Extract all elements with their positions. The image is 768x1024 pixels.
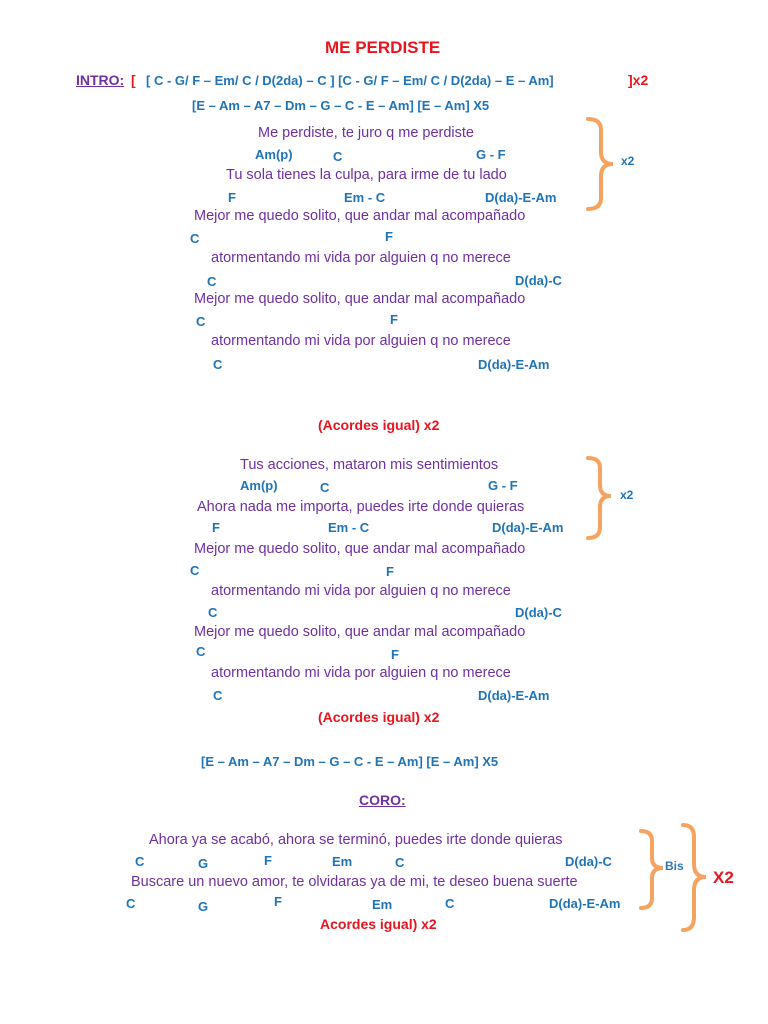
coro-chord: G [198, 899, 209, 914]
coro-bis-bracket [638, 828, 678, 918]
verse1-chord: Em - C [344, 190, 386, 205]
verse1-chord: Am(p) [255, 147, 293, 162]
verse1-chord: C [196, 314, 206, 329]
coro-chord: F [274, 894, 282, 909]
verse2-bracket [585, 455, 625, 545]
coro-chord: D(da)-C [565, 854, 612, 869]
verse2-chord: G - F [488, 478, 518, 493]
intro-bracket-close: ]x2 [628, 72, 649, 88]
verse2-chord: F [391, 647, 399, 662]
interlude-chords: [E – Am – A7 – Dm – G – C - E – Am] [E – Am] X5 [201, 754, 499, 769]
coro-label: CORO: [359, 792, 406, 808]
coro-chord: Em [372, 897, 393, 912]
intro-label: INTRO: [76, 72, 125, 88]
intro-chords: [ C - G/ F – Em/ C / D(2da) – C ] [C - G/ F – Em/ C / D(2da) – E – Am] [146, 73, 554, 88]
verse2-lyric-4: atormentando mi vida por alguien q no merece [211, 583, 511, 599]
verse2-chord: C [320, 480, 330, 495]
verse1-lyric-3: Mejor me quedo solito, que andar mal acompañado [194, 208, 526, 224]
verse1-chord: C [213, 357, 223, 372]
verse2-chord: C [196, 644, 206, 659]
verse1-lyric-6: atormentando mi vida por alguien q no merece [211, 333, 511, 349]
coro-x2-bracket [680, 822, 720, 962]
verse1-chord: C [207, 274, 217, 289]
verse2-chord: D(da)-E-Am [492, 520, 564, 535]
coro-chord: F [264, 853, 272, 868]
verse1-lyric-5: Mejor me quedo solito, que andar mal acompañado [194, 291, 526, 307]
coro-acordes-igual: Acordes igual) x2 [320, 916, 437, 932]
intro-chords-line2: [E – Am – A7 – Dm – G – C - E – Am] [E – Am] X5 [192, 98, 490, 113]
verse1-chord: D(da)-E-Am [478, 357, 550, 372]
coro-chord: C [445, 896, 455, 911]
verse1-chord: D(da)-E-Am [485, 190, 557, 205]
verse2-chord: F [386, 564, 394, 579]
coro-lyric-1: Ahora ya se acabó, ahora se terminó, puedes irte donde quieras [149, 832, 563, 848]
verse2-repeat: x2 [620, 488, 634, 502]
coro-chord: C [395, 855, 405, 870]
coro-lyric-2: Buscare un nuevo amor, te olvidaras ya de mi, te deseo buena suerte [131, 874, 578, 890]
verse1-chord: C [333, 149, 343, 164]
verse2-chord: D(da)-E-Am [478, 688, 550, 703]
acordes-igual-2: (Acordes igual) x2 [318, 709, 440, 725]
acordes-igual-1: (Acordes igual) x2 [318, 417, 440, 433]
coro-chord: G [198, 856, 209, 871]
verse1-repeat: x2 [621, 154, 635, 168]
verse1-chord: C [190, 231, 200, 246]
coro-chord: D(da)-E-Am [549, 896, 621, 911]
verse2-chord: Am(p) [240, 478, 278, 493]
coro-chord: C [135, 854, 145, 869]
verse1-chord: D(da)-C [515, 273, 562, 288]
intro-bracket-open: [ [131, 72, 136, 88]
verse1-chord: F [228, 190, 236, 205]
verse2-chord: D(da)-C [515, 605, 562, 620]
verse2-lyric-3: Mejor me quedo solito, que andar mal acompañado [194, 541, 526, 557]
coro-bis: Bis [665, 859, 684, 873]
verse2-chord: Em - C [328, 520, 370, 535]
coro-chord: C [126, 896, 136, 911]
verse1-lyric-1: Me perdiste, te juro q me perdiste [258, 125, 474, 141]
verse1-lyric-2: Tu sola tienes la culpa, para irme de tu lado [226, 167, 507, 183]
verse1-lyric-4: atormentando mi vida por alguien q no merece [211, 250, 511, 266]
coro-chord: Em [332, 854, 353, 869]
verse1-chord: F [390, 312, 398, 327]
verse1-chord: F [385, 229, 393, 244]
verse2-lyric-1: Tus acciones, mataron mis sentimientos [240, 457, 499, 473]
verse1-bracket [585, 116, 625, 216]
coro-x2: X2 [713, 868, 734, 887]
verse1-chord: G - F [476, 147, 506, 162]
verse2-lyric-6: atormentando mi vida por alguien q no merece [211, 665, 511, 681]
verse2-chord: F [212, 520, 220, 535]
verse2-chord: C [213, 688, 223, 703]
verse2-lyric-2: Ahora nada me importa, puedes irte donde quieras [197, 499, 525, 515]
verse2-lyric-5: Mejor me quedo solito, que andar mal acompañado [194, 624, 526, 640]
verse2-chord: C [190, 563, 200, 578]
song-title: ME PERDISTE [325, 38, 441, 57]
verse2-chord: C [208, 605, 218, 620]
